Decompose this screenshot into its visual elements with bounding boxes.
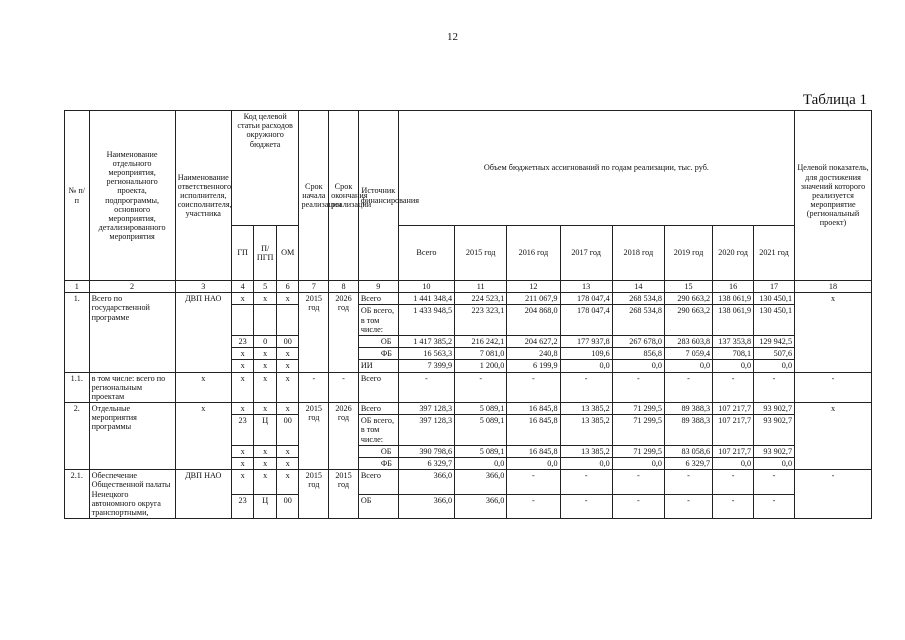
budget-value: 71 299,5 xyxy=(612,403,664,415)
code-gp: 23 xyxy=(231,415,254,446)
column-index: 12 xyxy=(507,281,560,293)
row-source: ОБ всего, в том числе: xyxy=(358,305,398,336)
code-gp: х xyxy=(231,372,254,403)
code-gp: х xyxy=(231,458,254,470)
code-om: х xyxy=(276,470,299,494)
code-gp: х xyxy=(231,445,254,457)
row-source: ФБ xyxy=(358,458,398,470)
budget-value: 6 199,9 xyxy=(507,360,560,372)
budget-value: 6 329,7 xyxy=(398,458,454,470)
row-end: 2026 год xyxy=(329,293,359,372)
budget-value: 1 417 385,2 xyxy=(398,335,454,347)
budget-value: 71 299,5 xyxy=(612,445,664,457)
budget-value: 7 059,4 xyxy=(664,348,712,360)
column-index: 15 xyxy=(664,281,712,293)
budget-value: 0,0 xyxy=(455,458,507,470)
header-target: Целевой показатель, для достижения значений которого реализуется мероприятие (региональный проект) xyxy=(795,111,872,281)
budget-value: 204 627,2 xyxy=(507,335,560,347)
budget-value: 107 217,7 xyxy=(713,445,754,457)
budget-value: 0,0 xyxy=(612,360,664,372)
budget-value: - xyxy=(664,470,712,494)
budget-value: 138 061,9 xyxy=(713,293,754,305)
header-total: Всего xyxy=(398,226,454,281)
budget-value: 7 399,9 xyxy=(398,360,454,372)
budget-value: - xyxy=(612,470,664,494)
table-row xyxy=(65,403,872,415)
budget-value: 0,0 xyxy=(713,458,754,470)
table-row xyxy=(65,470,872,494)
code-pgp: Ц xyxy=(254,415,277,446)
row-target: х xyxy=(795,293,872,372)
table-body xyxy=(65,293,872,519)
header-num: № п/п xyxy=(65,111,90,281)
code-pgp: х xyxy=(254,403,277,415)
header-year: 2018 год xyxy=(612,226,664,281)
column-index: 14 xyxy=(612,281,664,293)
header-executor: Наименование ответственного исполнителя, соисполнителя, участника xyxy=(175,111,231,281)
budget-value: 109,6 xyxy=(560,348,612,360)
row-start: 2015 год xyxy=(299,403,329,470)
row-number: 2. xyxy=(65,403,90,470)
row-source: Всего xyxy=(358,470,398,494)
code-om xyxy=(276,305,299,336)
code-om: х xyxy=(276,293,299,305)
row-source: Всего xyxy=(358,372,398,403)
row-number: 1.1. xyxy=(65,372,90,403)
code-gp: х xyxy=(231,293,254,305)
code-om: х xyxy=(276,458,299,470)
code-gp: 23 xyxy=(231,494,254,518)
code-om: 00 xyxy=(276,335,299,347)
row-source: Всего xyxy=(358,293,398,305)
column-index: 5 xyxy=(254,281,277,293)
row-source: ОБ xyxy=(358,445,398,457)
table-row xyxy=(65,372,872,403)
budget-value: 267 678,0 xyxy=(612,335,664,347)
budget-value: - xyxy=(560,470,612,494)
code-gp: х xyxy=(231,470,254,494)
column-index-row xyxy=(65,281,872,293)
page-number: 12 xyxy=(447,31,458,43)
column-index: 6 xyxy=(276,281,299,293)
budget-value: 93 902,7 xyxy=(754,415,795,446)
code-pgp: 0 xyxy=(254,335,277,347)
budget-value: 13 385,2 xyxy=(560,415,612,446)
budget-value: 1 433 948,5 xyxy=(398,305,454,336)
row-executor: ДВП НАО xyxy=(175,293,231,372)
budget-value: - xyxy=(754,372,795,403)
row-number: 1. xyxy=(65,293,90,372)
column-index: 17 xyxy=(754,281,795,293)
row-source: ФБ xyxy=(358,348,398,360)
budget-value: 6 329,7 xyxy=(664,458,712,470)
code-om: х xyxy=(276,348,299,360)
budget-value: 177 937,8 xyxy=(560,335,612,347)
budget-value: 268 534,8 xyxy=(612,305,664,336)
row-name: Всего по государственной программе xyxy=(89,293,175,372)
code-om: х xyxy=(276,372,299,403)
budget-value: 130 450,1 xyxy=(754,305,795,336)
row-source: ИИ xyxy=(358,360,398,372)
budget-value: 7 081,0 xyxy=(455,348,507,360)
budget-value: - xyxy=(507,372,560,403)
row-name: Обеспечение Общественной палаты Ненецкого автономного округа транспортными, xyxy=(89,470,175,519)
code-om: 00 xyxy=(276,415,299,446)
budget-value: 93 902,7 xyxy=(754,403,795,415)
budget-value: 5 089,1 xyxy=(455,403,507,415)
row-executor: х xyxy=(175,403,231,470)
code-om: х xyxy=(276,445,299,457)
code-pgp xyxy=(254,305,277,336)
budget-value: 1 441 348,4 xyxy=(398,293,454,305)
budget-value: 290 663,2 xyxy=(664,305,712,336)
column-index: 4 xyxy=(231,281,254,293)
code-pgp: х xyxy=(254,445,277,457)
budget-value: - xyxy=(560,494,612,518)
budget-value: - xyxy=(612,372,664,403)
row-end: - xyxy=(329,372,359,403)
budget-value: - xyxy=(664,372,712,403)
code-gp: х xyxy=(231,360,254,372)
budget-value: - xyxy=(455,372,507,403)
budget-value: 0,0 xyxy=(754,458,795,470)
row-number: 2.1. xyxy=(65,470,90,519)
budget-value: 13 385,2 xyxy=(560,403,612,415)
header-year: 2015 год xyxy=(455,226,507,281)
budget-value: 223 323,1 xyxy=(455,305,507,336)
budget-value: 0,0 xyxy=(754,360,795,372)
row-target: - xyxy=(795,470,872,519)
row-name: в том числе: всего по региональным проектам xyxy=(89,372,175,403)
budget-value: 366,0 xyxy=(398,470,454,494)
budget-value: 93 902,7 xyxy=(754,445,795,457)
budget-value: 5 089,1 xyxy=(455,415,507,446)
column-index: 7 xyxy=(299,281,329,293)
budget-value: 366,0 xyxy=(455,494,507,518)
column-index: 8 xyxy=(329,281,359,293)
budget-value: 130 450,1 xyxy=(754,293,795,305)
code-pgp: х xyxy=(254,458,277,470)
budget-value: 216 242,1 xyxy=(455,335,507,347)
budget-value: - xyxy=(713,470,754,494)
budget-value: - xyxy=(754,494,795,518)
row-start: 2015 год xyxy=(299,293,329,372)
column-index: 3 xyxy=(175,281,231,293)
row-start: - xyxy=(299,372,329,403)
code-gp: х xyxy=(231,348,254,360)
budget-value: 0,0 xyxy=(664,360,712,372)
budget-value: 137 353,8 xyxy=(713,335,754,347)
header-year: 2017 год xyxy=(560,226,612,281)
row-source: ОБ xyxy=(358,335,398,347)
budget-value: 397 128,3 xyxy=(398,415,454,446)
column-index: 13 xyxy=(560,281,612,293)
budget-value: 16 563,3 xyxy=(398,348,454,360)
budget-value: - xyxy=(507,470,560,494)
budget-value: 366,0 xyxy=(398,494,454,518)
header-gp: ГП xyxy=(231,226,254,281)
row-executor: х xyxy=(175,372,231,403)
code-om: х xyxy=(276,360,299,372)
budget-value: 0,0 xyxy=(612,458,664,470)
code-om: х xyxy=(276,403,299,415)
budget-value: 856,8 xyxy=(612,348,664,360)
code-pgp: х xyxy=(254,372,277,403)
column-index: 11 xyxy=(455,281,507,293)
budget-value: 397 128,3 xyxy=(398,403,454,415)
budget-value: 390 798,6 xyxy=(398,445,454,457)
header-year: 2020 год xyxy=(713,226,754,281)
budget-value: 290 663,2 xyxy=(664,293,712,305)
header-year: 2016 год xyxy=(507,226,560,281)
row-target: х xyxy=(795,403,872,470)
code-gp: 23 xyxy=(231,335,254,347)
row-source: ОБ всего, в том числе: xyxy=(358,415,398,446)
budget-value: 107 217,7 xyxy=(713,415,754,446)
budget-value: - xyxy=(713,494,754,518)
column-index: 18 xyxy=(795,281,872,293)
budget-value: 1 200,0 xyxy=(455,360,507,372)
budget-value: 138 061,9 xyxy=(713,305,754,336)
budget-value: 0,0 xyxy=(507,458,560,470)
budget-value: 0,0 xyxy=(713,360,754,372)
header-pgp: П/ ПГП xyxy=(254,226,277,281)
row-end: 2015 год xyxy=(329,470,359,519)
budget-value: 5 089,1 xyxy=(455,445,507,457)
budget-value: 283 603,8 xyxy=(664,335,712,347)
budget-value: - xyxy=(713,372,754,403)
budget-value: 366,0 xyxy=(455,470,507,494)
budget-value: 71 299,5 xyxy=(612,415,664,446)
code-pgp: х xyxy=(254,348,277,360)
budget-value: - xyxy=(398,372,454,403)
budget-value: 89 388,3 xyxy=(664,415,712,446)
budget-value: 0,0 xyxy=(560,360,612,372)
budget-value: 16 845,8 xyxy=(507,445,560,457)
column-index: 16 xyxy=(713,281,754,293)
header-budget-code: Код целевой статьи расходов окружного бюджета xyxy=(231,111,299,226)
column-index: 2 xyxy=(89,281,175,293)
budget-value: - xyxy=(754,470,795,494)
row-source: Всего xyxy=(358,403,398,415)
budget-value: 240,8 xyxy=(507,348,560,360)
code-pgp: х xyxy=(254,293,277,305)
budget-value: 178 047,4 xyxy=(560,293,612,305)
budget-value: 204 868,0 xyxy=(507,305,560,336)
code-pgp: х xyxy=(254,470,277,494)
header-name: Наименование отдельного мероприятия, регионального проекта, подпрограммы, основного мероприятия, детализированного мероприятия xyxy=(89,111,175,281)
header-om: ОМ xyxy=(276,226,299,281)
budget-value: - xyxy=(560,372,612,403)
budget-value: 107 217,7 xyxy=(713,403,754,415)
row-name: Отдельные мероприятия программы xyxy=(89,403,175,470)
header-year: 2019 год xyxy=(664,226,712,281)
budget-table xyxy=(64,110,872,519)
budget-value: 16 845,8 xyxy=(507,415,560,446)
code-gp xyxy=(231,305,254,336)
budget-value: - xyxy=(612,494,664,518)
budget-value: 89 388,3 xyxy=(664,403,712,415)
budget-value: 178 047,4 xyxy=(560,305,612,336)
header-source: Источник финансирования xyxy=(358,111,398,281)
code-pgp: Ц xyxy=(254,494,277,518)
column-index: 1 xyxy=(65,281,90,293)
row-target: - xyxy=(795,372,872,403)
code-gp: х xyxy=(231,403,254,415)
row-start: 2015 год xyxy=(299,470,329,519)
code-om: 00 xyxy=(276,494,299,518)
budget-value: 708,1 xyxy=(713,348,754,360)
budget-value: - xyxy=(664,494,712,518)
budget-value: 0,0 xyxy=(560,458,612,470)
column-index: 9 xyxy=(358,281,398,293)
budget-value: 224 523,1 xyxy=(455,293,507,305)
row-source: ОБ xyxy=(358,494,398,518)
row-executor: ДВП НАО xyxy=(175,470,231,519)
column-index: 10 xyxy=(398,281,454,293)
budget-value: 268 534,8 xyxy=(612,293,664,305)
header-year: 2021 год xyxy=(754,226,795,281)
budget-value: 211 067,9 xyxy=(507,293,560,305)
header-volume: Объем бюджетных ассигнований по годам реализации, тыс. руб. xyxy=(398,111,794,226)
budget-value: 83 058,6 xyxy=(664,445,712,457)
budget-value: 129 942,5 xyxy=(754,335,795,347)
row-end: 2026 год xyxy=(329,403,359,470)
header-start: Срок начала реализации xyxy=(299,111,329,281)
budget-value: 16 845,8 xyxy=(507,403,560,415)
table-row xyxy=(65,293,872,305)
code-pgp: х xyxy=(254,360,277,372)
budget-value: - xyxy=(507,494,560,518)
table-caption: Таблица 1 xyxy=(802,92,867,108)
budget-value: 13 385,2 xyxy=(560,445,612,457)
budget-value: 507,6 xyxy=(754,348,795,360)
header-end: Срок окончания реализации xyxy=(329,111,359,281)
